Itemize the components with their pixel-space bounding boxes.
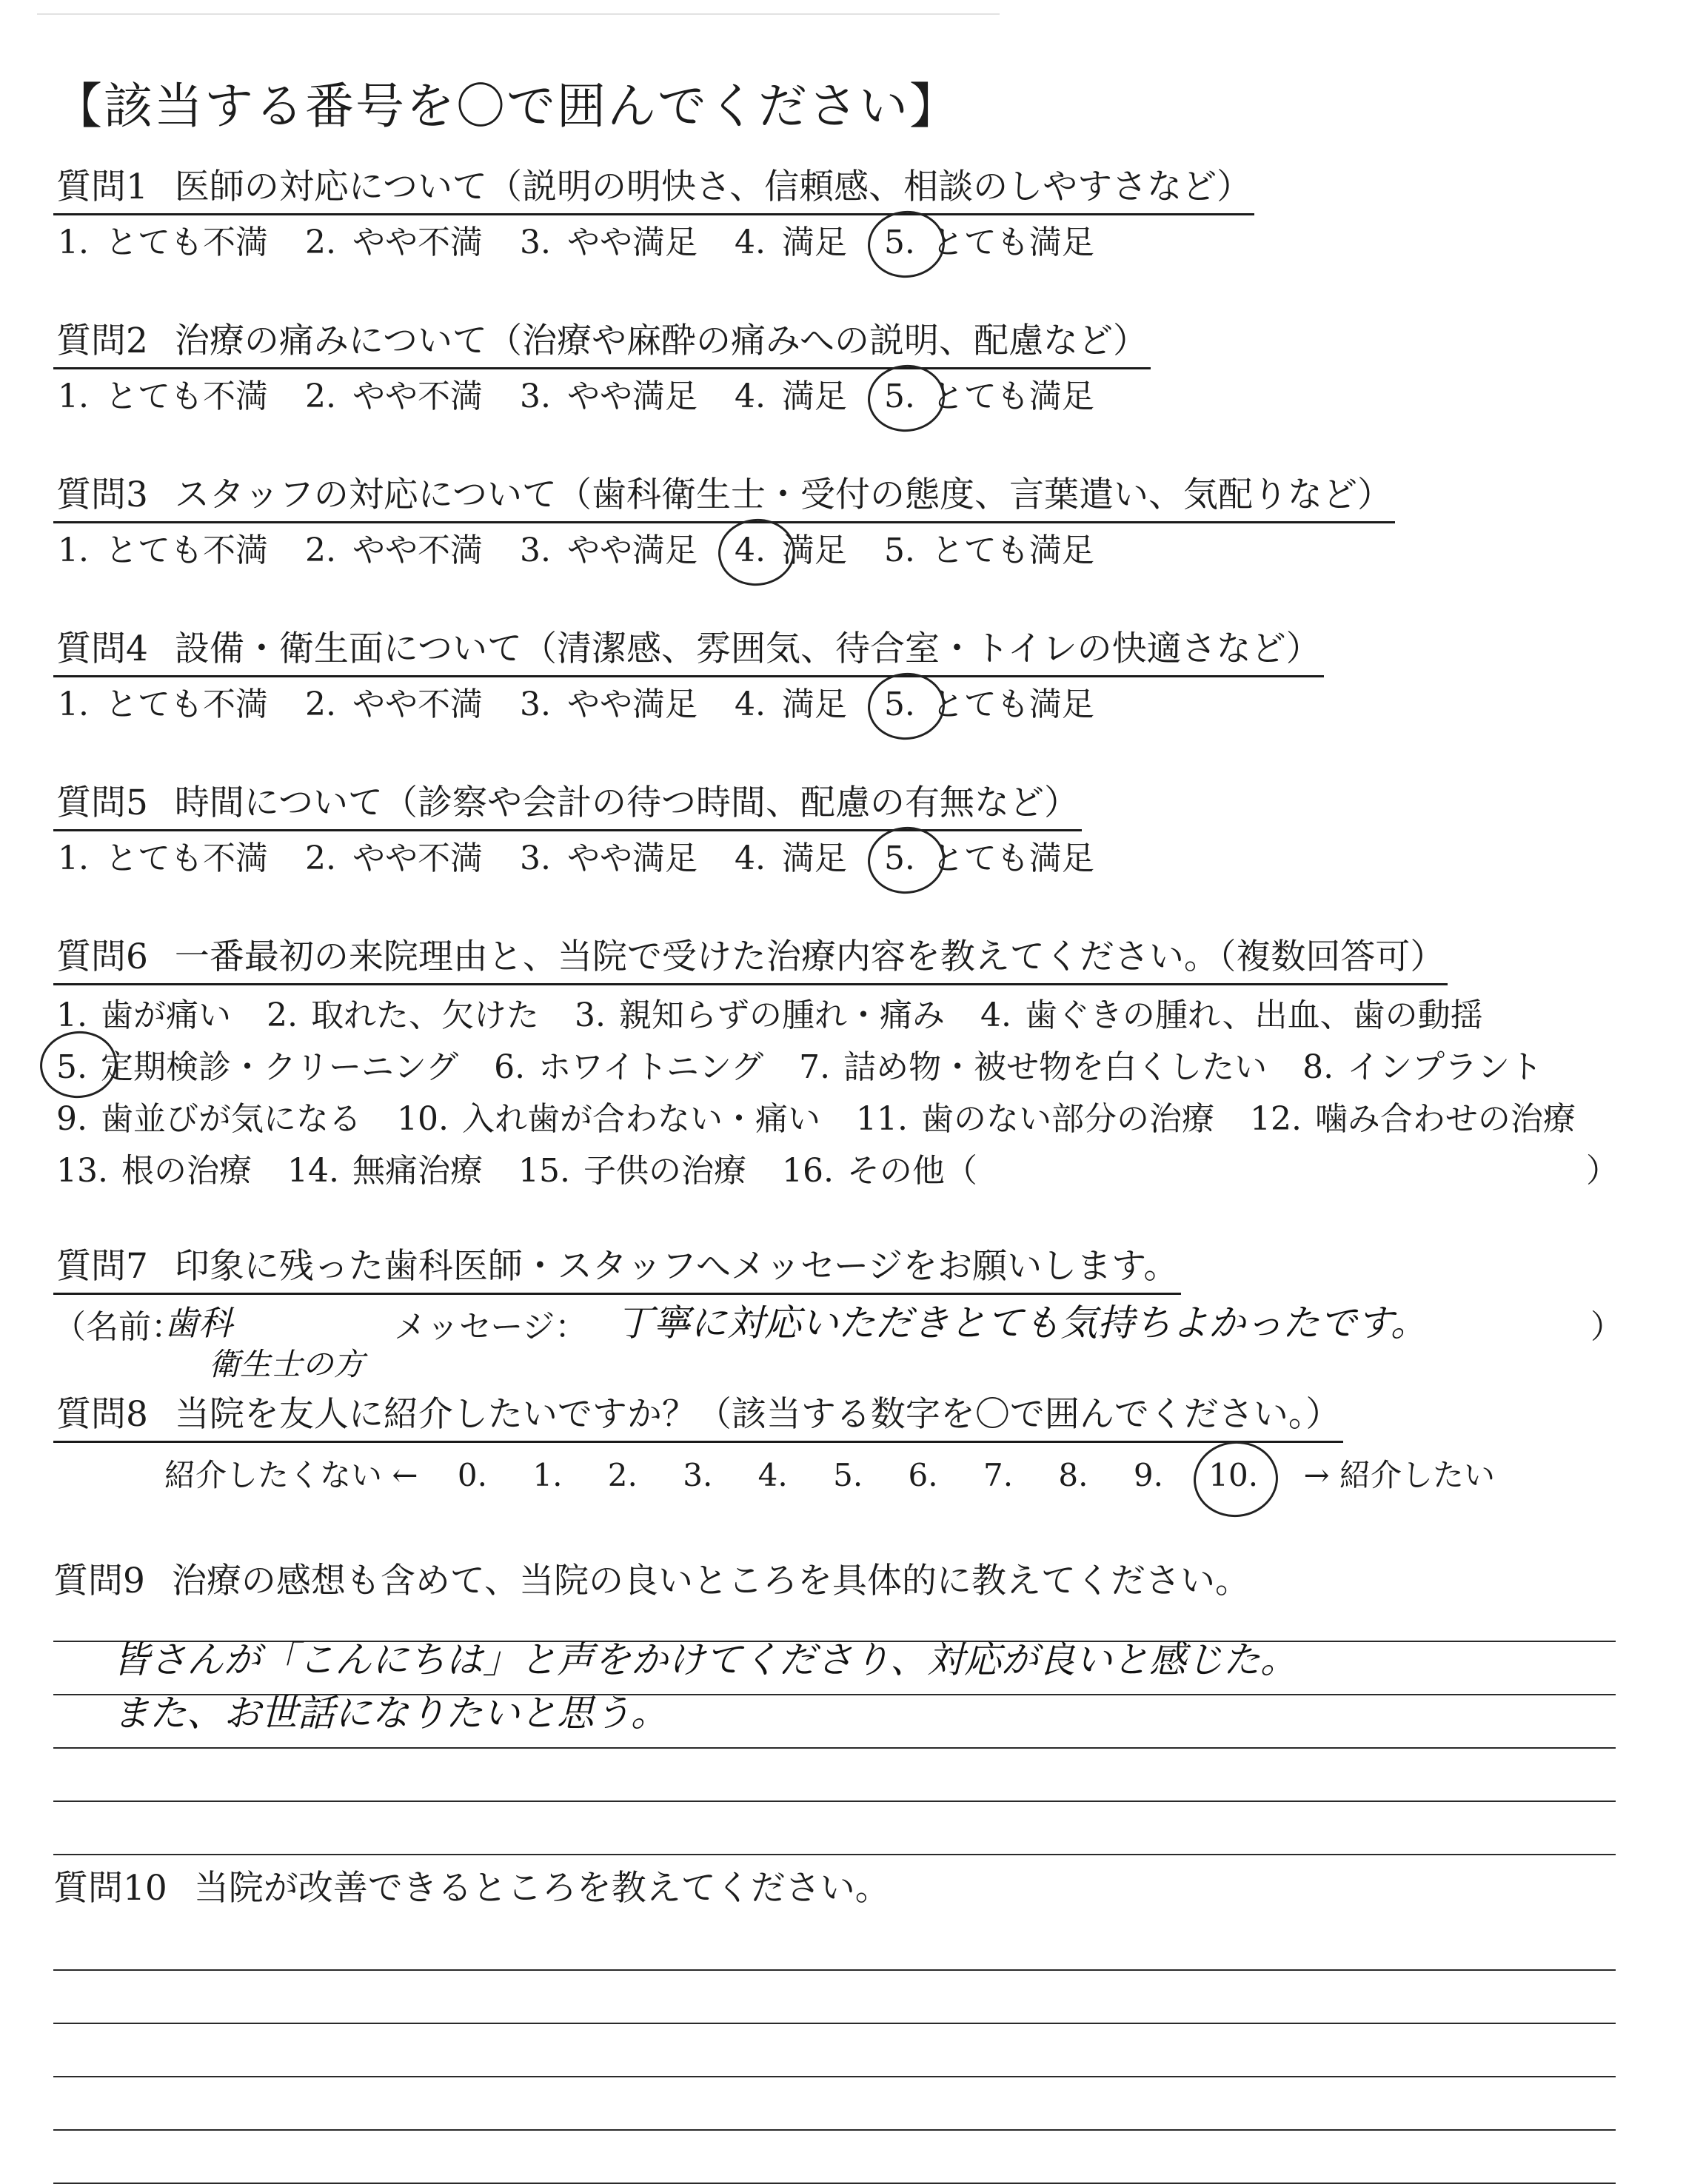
q5-option-3[interactable]: 3. やや満足 [519, 840, 698, 877]
question-4 [53, 626, 1324, 726]
q10-line-1[interactable] [53, 1917, 1616, 1971]
q3-option-4-circled[interactable]: 4. 満足 [735, 529, 847, 572]
question-3 [53, 472, 1395, 572]
q8-scale-3[interactable]: 3. [683, 1457, 713, 1493]
question-2-options [53, 375, 1151, 418]
question-4-options [53, 683, 1324, 726]
q3-option-1[interactable]: 1. とても不満 [58, 532, 268, 569]
q1-option-3[interactable]: 3. やや満足 [519, 224, 698, 261]
q3-option-3[interactable]: 3. やや満足 [519, 532, 698, 569]
q8-scale-8[interactable]: 8. [1058, 1457, 1088, 1493]
q9-line-5[interactable] [53, 1802, 1616, 1855]
q8-scale-4[interactable]: 4. [757, 1457, 788, 1493]
question-8-title: 質問8 当院を友人に紹介したいですか？（該当する数字を〇で囲んでください。） [53, 1392, 1343, 1443]
q6-option-14[interactable]: 14. 無痛治療 [287, 1152, 483, 1190]
q1-option-2[interactable]: 2. やや不満 [304, 224, 483, 261]
q8-scale-9[interactable]: 9. [1133, 1457, 1163, 1493]
q7-name-label: （名前： [53, 1308, 184, 1346]
q6-row-3 [56, 1093, 1619, 1145]
q6-option-16[interactable]: 16. その他（ [781, 1152, 977, 1190]
q8-left-label: 紹介したくない ← [164, 1457, 418, 1493]
question-6-title: 質問6 一番最初の来院理由と、当院で受けた治療内容を教えてください。（複数回答可） [53, 934, 1448, 985]
question-1-options [53, 221, 1254, 264]
q5-option-5-circled[interactable]: 5. とても満足 [884, 837, 1094, 880]
q3-option-2[interactable]: 2. やや不満 [304, 532, 483, 569]
q5-option-2[interactable]: 2. やや不満 [304, 840, 483, 877]
q6-option-11[interactable]: 11. 歯のない部分の治療 [855, 1100, 1214, 1138]
q10-line-5[interactable] [53, 2131, 1616, 2184]
q4-option-2[interactable]: 2. やや不満 [304, 686, 483, 723]
question-6 [53, 934, 1619, 1197]
q7-name-value-2[interactable]: 衛生士の方 [209, 1346, 365, 1382]
q8-scale-1[interactable]: 1. [532, 1457, 563, 1493]
question-4-title: 質問4 設備・衛生面について（清潔感、雰囲気、待合室・トイレの快適さなど） [53, 626, 1324, 677]
question-8 [53, 1392, 1495, 1498]
q10-line-3[interactable] [53, 2024, 1616, 2077]
q8-scale-7[interactable]: 7. [983, 1457, 1014, 1493]
question-2-title: 質問2 治療の痛みについて（治療や麻酔の痛みへの説明、配慮など） [53, 318, 1151, 369]
q8-scale-6[interactable]: 6. [908, 1457, 938, 1493]
q2-option-3[interactable]: 3. やや満足 [519, 378, 698, 415]
q10-line-2[interactable] [53, 1971, 1616, 2024]
question-3-options [53, 529, 1395, 572]
q2-option-4[interactable]: 4. 満足 [734, 378, 847, 415]
q9-answer-1: 皆さんが「こんにちは」と声をかけてくださり、対応が良いと感じた。 [113, 1638, 1297, 1681]
q6-option-13[interactable]: 13. 根の治療 [56, 1152, 252, 1190]
q6-row-2 [56, 1042, 1619, 1093]
scan-edge [37, 13, 1000, 15]
q8-right-label: → 紹介したい [1303, 1457, 1495, 1493]
question-7-title: 質問7 印象に残った歯科医師・スタッフへメッセージをお願いします。 [53, 1244, 1181, 1295]
q8-scale [53, 1453, 1495, 1498]
q8-scale-0[interactable]: 0. [457, 1457, 487, 1493]
question-6-options [53, 990, 1619, 1197]
q6-option-2[interactable]: 2. 取れた、欠けた [266, 996, 539, 1034]
q1-option-5-circled[interactable]: 5. とても満足 [884, 221, 1094, 264]
q5-option-1[interactable]: 1. とても不満 [58, 840, 268, 877]
q8-scale-2[interactable]: 2. [607, 1457, 638, 1493]
q6-option-8[interactable]: 8. インプラント [1302, 1048, 1543, 1086]
q6-option-10[interactable]: 10. 入れ歯が合わない・痛い [396, 1100, 820, 1138]
q7-name-value-1[interactable]: 歯科 [164, 1303, 233, 1343]
q10-answer-lines [53, 1917, 1616, 2184]
q2-option-1[interactable]: 1. とても不満 [58, 378, 268, 415]
q6-option-5-circled[interactable]: 5. 定期検診・クリーニング [56, 1042, 458, 1093]
q8-scale-10-circled[interactable]: 10. [1208, 1453, 1258, 1498]
q9-line-4[interactable] [53, 1749, 1616, 1802]
question-1-title: 質問1 医師の対応について（説明の明快さ、信頼感、相談のしやすさなど） [53, 164, 1254, 215]
q4-option-4[interactable]: 4. 満足 [734, 686, 847, 723]
q10-line-4[interactable] [53, 2077, 1616, 2131]
q5-option-4[interactable]: 4. 満足 [734, 840, 847, 877]
question-1 [53, 164, 1254, 264]
q1-option-4[interactable]: 4. 満足 [734, 224, 847, 261]
q6-option-9[interactable]: 9. 歯並びが気になる [56, 1100, 361, 1138]
question-9 [53, 1558, 1250, 1604]
q7-message-row [53, 1302, 1623, 1382]
instructions-header: 【該当する番号を〇で囲んでください】 [53, 78, 960, 135]
q4-option-3[interactable]: 3. やや満足 [519, 686, 698, 723]
q6-option-15[interactable]: 15. 子供の治療 [518, 1152, 746, 1190]
question-5-title: 質問5 時間について（診察や会計の待つ時間、配慮の有無など） [53, 780, 1082, 831]
question-7 [53, 1244, 1623, 1382]
q9-line-3[interactable] [53, 1692, 1616, 1749]
q9-answer-2: また、お世話になりたいと思う。 [113, 1692, 668, 1735]
q9-answer-lines [53, 1607, 1616, 1855]
question-3-title: 質問3 スタッフの対応について（歯科衛生士・受付の態度、言葉遣い、気配りなど） [53, 472, 1395, 523]
question-10-title: 質問10 当院が改善できるところを教えてください。 [53, 1868, 890, 1909]
q6-option-12[interactable]: 12. 噛み合わせの治療 [1249, 1100, 1576, 1138]
q2-option-5-circled[interactable]: 5. とても満足 [884, 375, 1094, 418]
q6-option-7[interactable]: 7. 詰め物・被せ物を白くしたい [799, 1048, 1268, 1086]
question-10 [53, 1866, 890, 1912]
q1-option-1[interactable]: 1. とても不満 [58, 224, 268, 261]
q6-other-close-paren: ） [1586, 1152, 1619, 1190]
question-9-title: 質問9 治療の感想も含めて、当院の良いところを具体的に教えてください。 [53, 1561, 1250, 1601]
q4-option-1[interactable]: 1. とても不満 [58, 686, 268, 723]
q6-row-1 [56, 990, 1619, 1042]
q8-scale-5[interactable]: 5. [833, 1457, 863, 1493]
q7-message-value[interactable]: 丁寧に対応いただきとても気持ちよかったです。 [616, 1302, 1428, 1344]
q3-option-5[interactable]: 5. とても満足 [883, 532, 1094, 569]
q6-option-4[interactable]: 4. 歯ぐきの腫れ、出血、歯の動揺 [980, 996, 1483, 1034]
question-5 [53, 780, 1121, 880]
question-5-options [53, 837, 1121, 880]
q6-option-1[interactable]: 1. 歯が痛い [56, 996, 231, 1034]
q7-message-label: メッセージ： [394, 1308, 588, 1346]
question-2 [53, 318, 1151, 418]
q6-option-6[interactable]: 6. ホワイトニング [494, 1048, 764, 1086]
q7-close-paren: ） [1590, 1308, 1623, 1346]
q4-option-5-circled[interactable]: 5. とても満足 [884, 683, 1094, 726]
q2-option-2[interactable]: 2. やや不満 [304, 378, 483, 415]
q6-option-3[interactable]: 3. 親知らずの腫れ・痛み [574, 996, 945, 1034]
q6-row-4 [56, 1145, 1619, 1197]
